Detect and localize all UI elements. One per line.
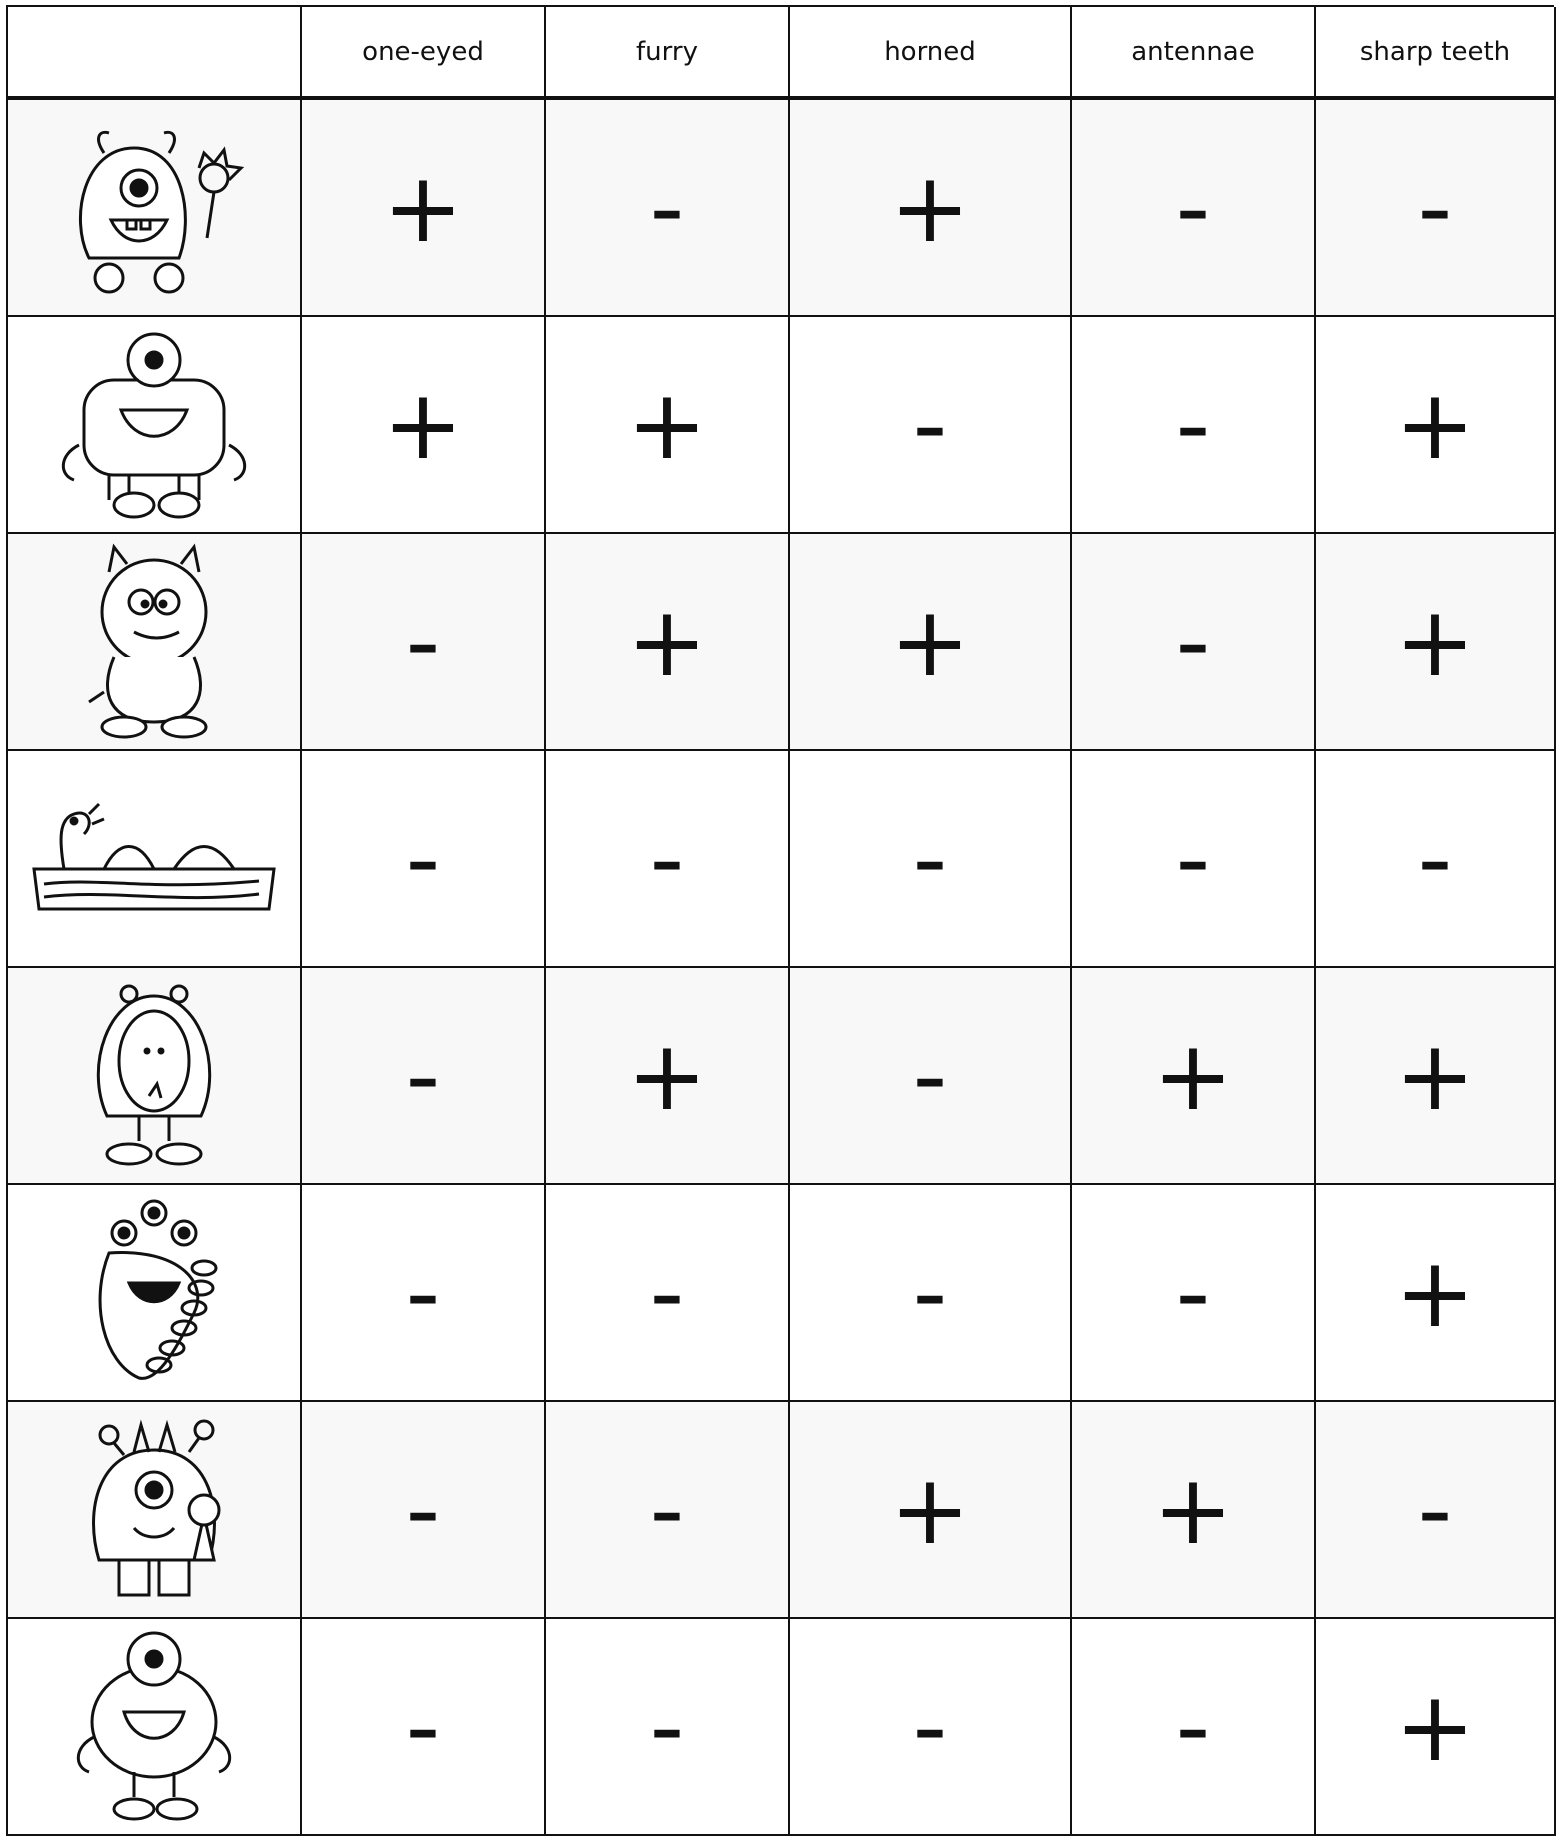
cell-sharp-teeth: +: [1316, 534, 1556, 751]
table-row-image: [8, 100, 302, 317]
one-eyed-smiling-monster-icon: [29, 1627, 279, 1827]
cell-one-eyed: -: [302, 751, 546, 968]
header-sharp-teeth: sharp teeth: [1316, 7, 1556, 100]
header-empty: [8, 7, 302, 100]
cell-sharp-teeth: +: [1316, 1619, 1556, 1836]
cell-sharp-teeth: -: [1316, 1402, 1556, 1619]
cell-sharp-teeth: +: [1316, 968, 1556, 1185]
furry-horned-monster-icon: [29, 542, 279, 742]
cell-horned: -: [790, 1185, 1072, 1402]
cell-antennae: -: [1072, 100, 1316, 317]
cell-horned: +: [790, 534, 1072, 751]
cell-one-eyed: +: [302, 317, 546, 534]
cell-horned: -: [790, 1619, 1072, 1836]
cell-furry: -: [546, 1185, 790, 1402]
header-one-eyed: one-eyed: [302, 7, 546, 100]
table-row-image: [8, 968, 302, 1185]
cell-antennae: -: [1072, 1185, 1316, 1402]
cell-horned: +: [790, 1402, 1072, 1619]
cell-sharp-teeth: -: [1316, 751, 1556, 968]
three-eyed-tentacle-monster-icon: [29, 1193, 279, 1393]
cell-sharp-teeth: +: [1316, 1185, 1556, 1402]
one-eyed-round-monster-icon: [29, 325, 279, 525]
cell-sharp-teeth: -: [1316, 100, 1556, 317]
cell-horned: -: [790, 317, 1072, 534]
cell-furry: -: [546, 100, 790, 317]
cell-one-eyed: -: [302, 1185, 546, 1402]
feature-table-page: [6, 5, 1554, 1832]
header-furry: furry: [546, 7, 790, 100]
cell-one-eyed: -: [302, 1619, 546, 1836]
header-antennae: antennae: [1072, 7, 1316, 100]
cell-antennae: -: [1072, 534, 1316, 751]
horned-antennae-monster-with-icecream-icon: [29, 1410, 279, 1610]
table-row-image: [8, 751, 302, 968]
cell-antennae: +: [1072, 968, 1316, 1185]
cell-antennae: +: [1072, 1402, 1316, 1619]
table-row-image: [8, 317, 302, 534]
cell-horned: -: [790, 968, 1072, 1185]
cell-furry: -: [546, 751, 790, 968]
cell-horned: -: [790, 751, 1072, 968]
sea-serpent-in-water-icon: [29, 759, 279, 959]
table-row-image: [8, 534, 302, 751]
cell-sharp-teeth: +: [1316, 317, 1556, 534]
furry-antennae-monster-icon: [29, 976, 279, 1176]
cell-furry: -: [546, 1619, 790, 1836]
header-horned: horned: [790, 7, 1072, 100]
table-row-image: [8, 1619, 302, 1836]
cell-one-eyed: -: [302, 534, 546, 751]
cell-antennae: -: [1072, 1619, 1316, 1836]
cell-antennae: -: [1072, 751, 1316, 968]
cell-one-eyed: -: [302, 968, 546, 1185]
cell-furry: -: [546, 1402, 790, 1619]
table-row-image: [8, 1185, 302, 1402]
monster-feature-table: [6, 5, 1554, 1836]
table-row-image: [8, 1402, 302, 1619]
cell-furry: +: [546, 534, 790, 751]
one-eyed-horned-monster-with-flower-icon: [29, 108, 279, 308]
cell-antennae: -: [1072, 317, 1316, 534]
cell-furry: +: [546, 317, 790, 534]
cell-one-eyed: -: [302, 1402, 546, 1619]
cell-horned: +: [790, 100, 1072, 317]
cell-one-eyed: +: [302, 100, 546, 317]
cell-furry: +: [546, 968, 790, 1185]
